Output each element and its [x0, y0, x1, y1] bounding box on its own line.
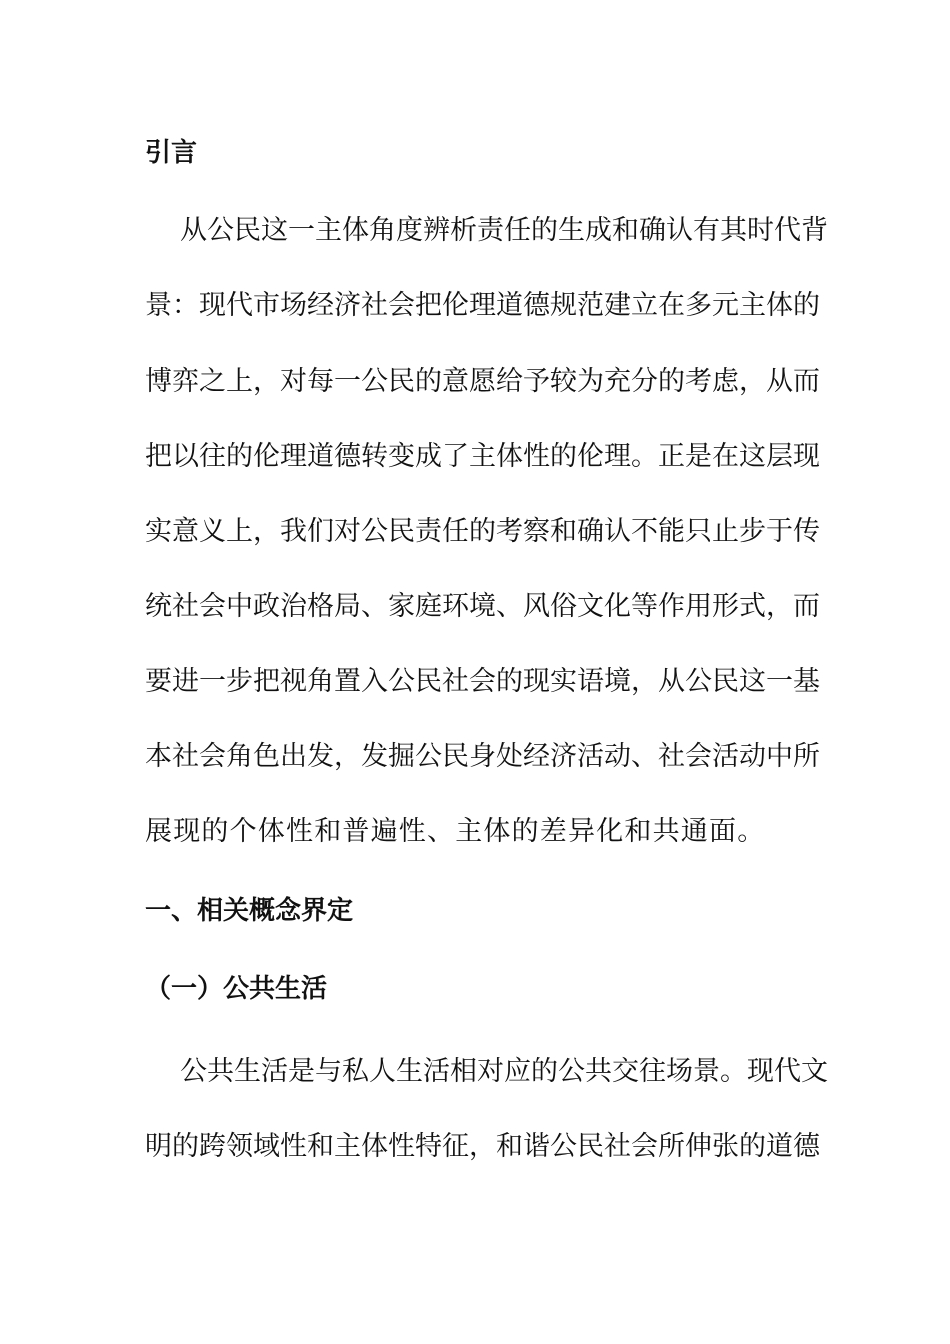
- subsection-1-paragraph-line-1: 公共生活是与私人生活相对应的公共交往场景。现代文: [180, 1056, 828, 1087]
- subsection-1-paragraph-line-2: 明的跨领域性和主体性特征，和谐公民社会所伸张的道德: [145, 1131, 820, 1162]
- intro-paragraph-line-2: 景：现代市场经济社会把伦理道德规范建立在多元主体的: [145, 290, 820, 321]
- intro-paragraph-line-4: 把以往的伦理道德转变成了主体性的伦理。正是在这层现: [145, 441, 820, 472]
- intro-heading: 引言: [145, 138, 198, 168]
- section-1-heading: 一、相关概念界定: [145, 896, 354, 926]
- intro-paragraph-line-3: 博弈之上，对每一公民的意愿给予较为充分的考虑，从而: [145, 366, 820, 397]
- intro-paragraph-line-7: 要进一步把视角置入公民社会的现实语境，从公民这一基: [145, 666, 820, 697]
- intro-paragraph-line-8: 本社会角色出发，发掘公民身处经济活动、社会活动中所: [145, 741, 820, 772]
- subsection-1-heading: （一）公共生活: [145, 974, 328, 1004]
- intro-paragraph-line-1: 从公民这一主体角度辨析责任的生成和确认有其时代背: [180, 215, 828, 246]
- intro-paragraph-line-6: 统社会中政治格局、家庭环境、风俗文化等作用形式，而: [145, 591, 820, 622]
- intro-paragraph-line-5: 实意义上，我们对公民责任的考察和确认不能只止步于传: [145, 516, 820, 547]
- intro-paragraph-line-9: 展现的个体性和普遍性、主体的差异化和共通面。: [145, 816, 766, 847]
